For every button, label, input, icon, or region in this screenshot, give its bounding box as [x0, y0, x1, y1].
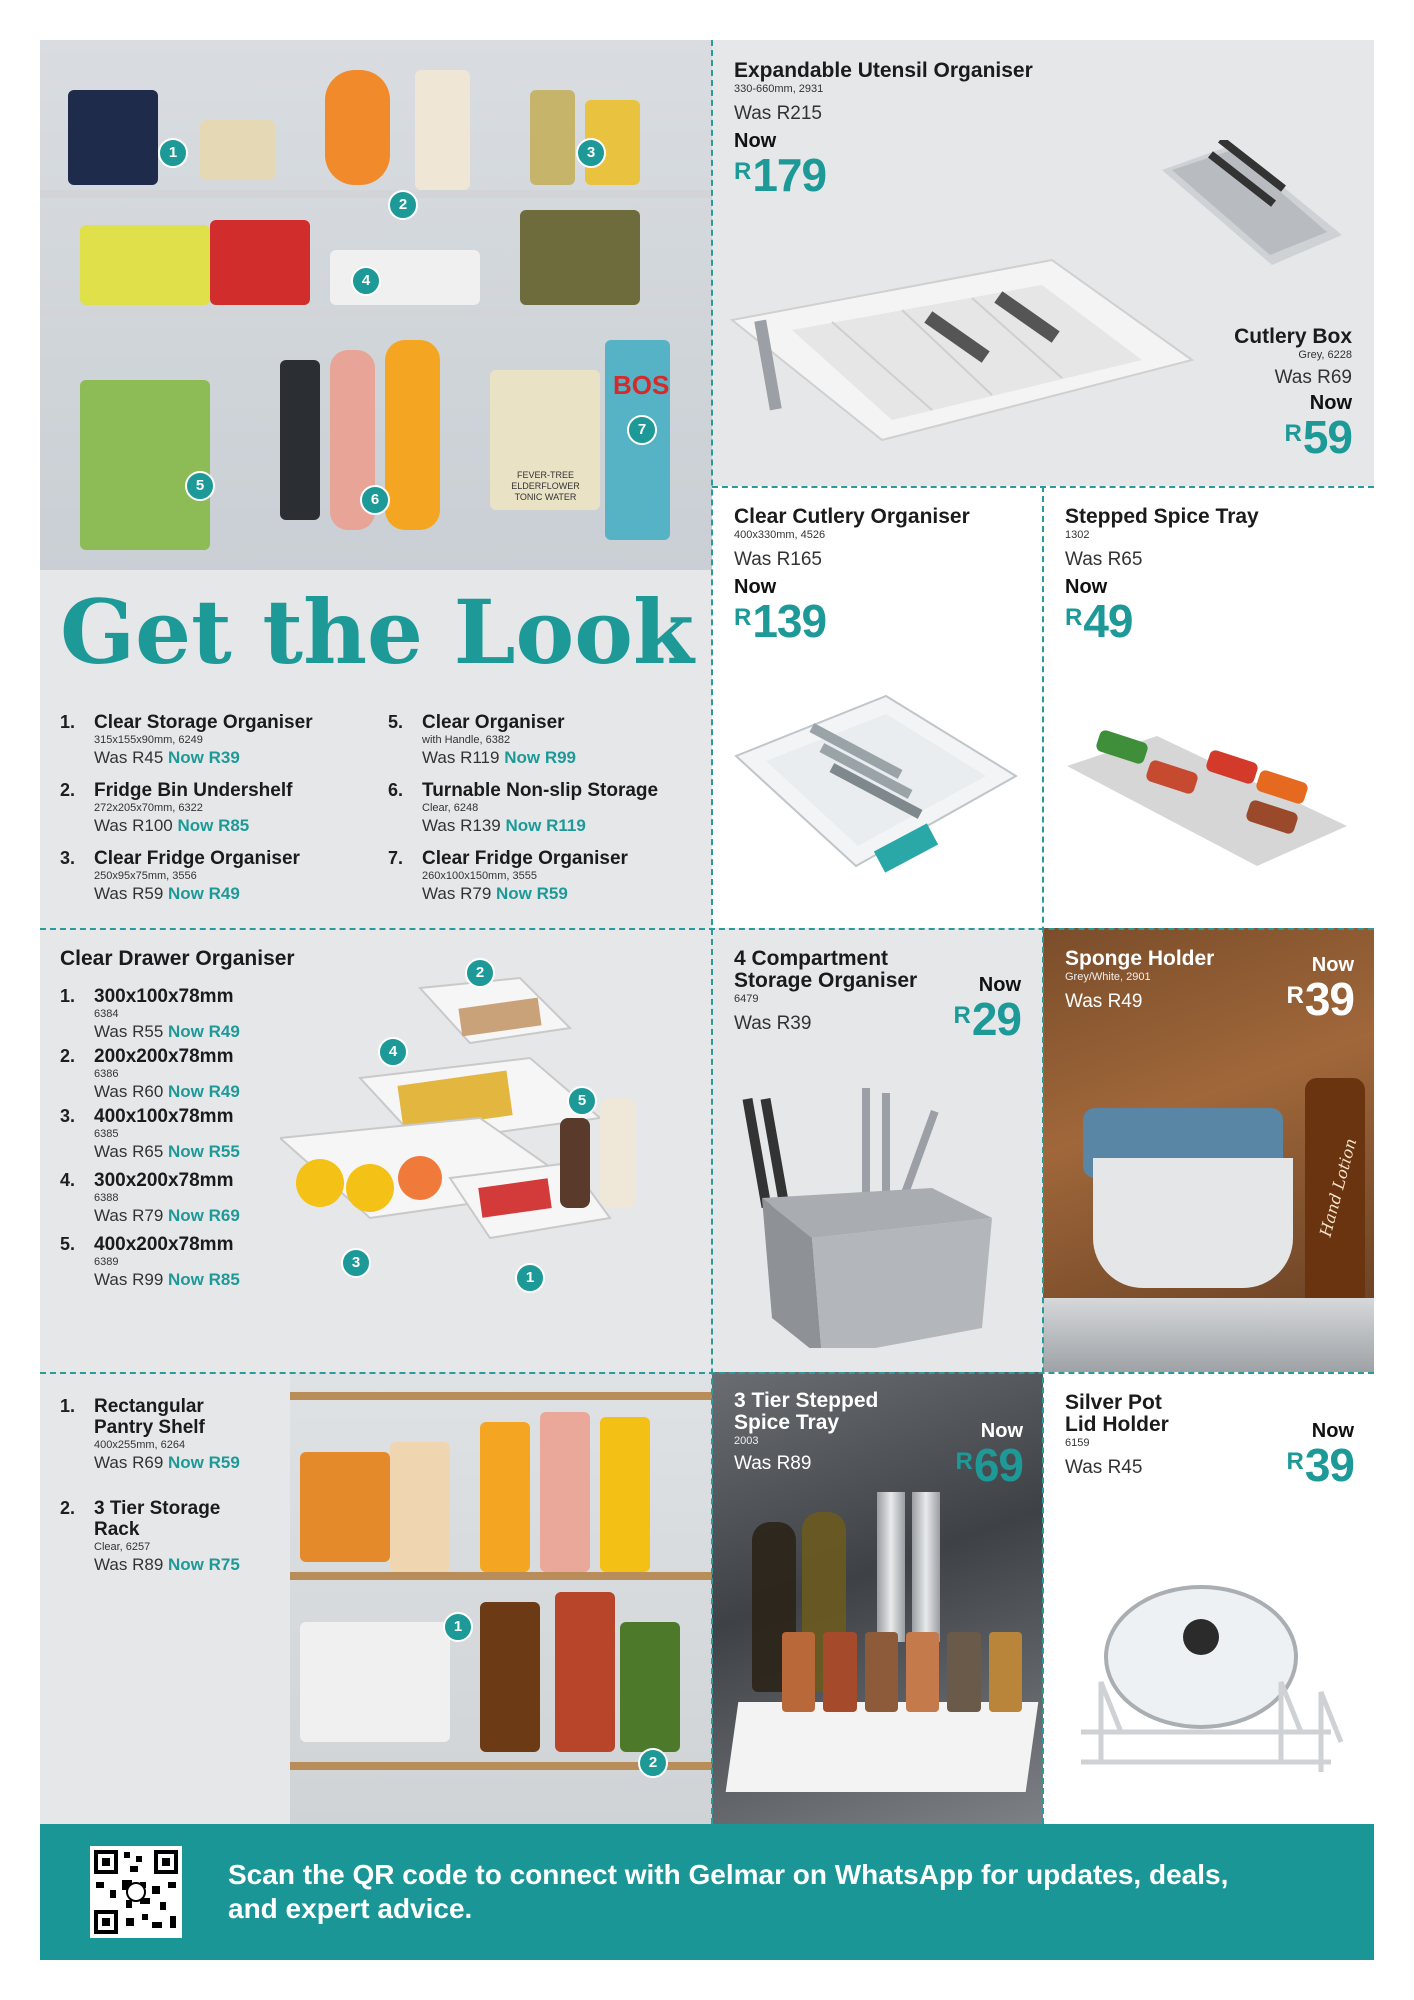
cutlery-box-now-label: Now: [1309, 392, 1352, 414]
divider-vertical-2: [1042, 486, 1044, 1824]
utensil-now-label: Now: [734, 130, 777, 152]
sponge-was: Was R49: [1065, 991, 1143, 1012]
tier-spice-title-2: Spice Tray: [734, 1411, 840, 1434]
cutlery-box-was: Was R69: [1274, 367, 1352, 388]
footer-message: Scan the QR code to connect with Gelmar on WhatsApp for updates, deals, and expert advice.: [228, 1859, 1229, 1924]
lotion-label: Hand Lotion: [1315, 1136, 1361, 1239]
pot-lid-illustration: [1061, 1562, 1361, 1792]
four-compartment-price: R29: [953, 993, 1021, 1045]
spice-tray-now-label: Now: [1065, 576, 1108, 598]
utensil-price: R179: [734, 149, 827, 201]
utensil-was: Was R215: [734, 103, 822, 124]
four-compartment-panel: [712, 928, 1043, 1372]
hero-badge-3: 3: [576, 138, 606, 168]
utensil-tray-illustration: [722, 250, 1202, 450]
spice-tray-illustration: [1057, 696, 1357, 896]
sponge-title: Sponge Holder: [1065, 947, 1215, 970]
cutlery-box-illustration: [1152, 140, 1352, 270]
whatsapp-footer-banner: [40, 1824, 1374, 1960]
four-compartment-spec: 6479: [734, 993, 759, 1005]
tier-spice-was: Was R89: [734, 1453, 812, 1474]
clear-cutlery-title: Clear Cutlery Organiser: [734, 505, 970, 528]
clear-cutlery-spec: 400x330mm, 4526: [734, 529, 826, 541]
four-compartment-illustration: [732, 1088, 1022, 1348]
pantry-badge-2: 2: [638, 1748, 668, 1778]
bos-label: BOS: [613, 370, 670, 400]
four-compartment-title-1: 4 Compartment: [734, 947, 889, 970]
pantry-badge-1: 1: [443, 1612, 473, 1642]
utensil-title: Expandable Utensil Organiser: [734, 59, 1033, 82]
sink-surface: [1043, 1298, 1374, 1372]
utensil-spec: 330-660mm, 2931: [734, 83, 824, 95]
pot-lid-was: Was R45: [1065, 1457, 1143, 1478]
clear-cutlery-illustration: [726, 686, 1026, 906]
drawer-badge-2: 2: [465, 958, 495, 988]
utensil-organiser-panel: [712, 40, 1374, 486]
spice-tray-base: [726, 1702, 1039, 1792]
clear-cutlery-was: Was R165: [734, 549, 822, 570]
sponge-price: R39: [1286, 973, 1354, 1025]
qr-code-icon[interactable]: [90, 1846, 182, 1938]
pantry-panel: 1. Rectangular Pantry Shelf 400x255mm, 6264 Was R69 Now R59 2. 3 Tier Storage Rack Clear, 6257 Was R89 Now R75 1 2: [40, 1372, 712, 1824]
catalogue-page: [40, 40, 1374, 1960]
spice-tray-title: Stepped Spice Tray: [1065, 505, 1259, 528]
cutlery-box-title: Cutlery Box: [1234, 325, 1352, 348]
divider-horizontal-2: [40, 928, 1374, 930]
pot-lid-now-label: Now: [1311, 1420, 1354, 1442]
hero-badge-4: 4: [351, 266, 381, 296]
pot-lid-title-1: Silver Pot: [1065, 1391, 1162, 1414]
cutlery-box-spec: Grey, 6228: [1298, 349, 1352, 361]
drawer-organiser-panel: Clear Drawer Organiser 1. 300x100x78mm 6384 Was R55 Now R49 2. 200x200x78mm 6386 Was R60 Now R49 3. 400x100x78mm 6385 Was R65 Now R55 4. 300x200x78mm 6388 Was R79 Now R69 5. 400x200x78mm 6389 Was R99 Now R85 2 4 5 3 1: [40, 928, 712, 1372]
spice-tray-was: Was R65: [1065, 549, 1143, 570]
pepper-grinder-2: [912, 1492, 940, 1642]
hero-badge-1: 1: [158, 138, 188, 168]
spice-tray-price: R49: [1065, 595, 1133, 647]
tier-spice-spec: 2003: [734, 1435, 759, 1447]
four-compartment-now-label: Now: [978, 974, 1021, 996]
tier-spice-title-1: 3 Tier Stepped: [734, 1389, 879, 1412]
clear-cutlery-price: R139: [734, 595, 827, 647]
sponge-now-label: Now: [1311, 954, 1354, 976]
drawer-badge-1: 1: [515, 1263, 545, 1293]
hero-badge-5: 5: [185, 471, 215, 501]
hero-badge-6: 6: [360, 485, 390, 515]
drawer-badge-4: 4: [378, 1037, 408, 1067]
four-compartment-title-2: Storage Organiser: [734, 969, 918, 992]
pot-lid-price: R39: [1286, 1439, 1354, 1491]
sponge-holder-basket: [1093, 1158, 1293, 1288]
hero-badge-2: 2: [388, 190, 418, 220]
pot-lid-panel: [1043, 1372, 1374, 1824]
drawer-badge-3: 3: [341, 1248, 371, 1278]
fridge-photo: [40, 40, 712, 570]
pot-lid-title-2: Lid Holder: [1065, 1413, 1169, 1436]
drawer-organisers-illustration: [280, 968, 700, 1288]
drawer-badge-5: 5: [567, 1086, 597, 1116]
hero-badge-7: 7: [627, 415, 657, 445]
spice-tray-panel: [1043, 486, 1374, 928]
clear-cutlery-panel: [712, 486, 1043, 928]
pepper-grinder-1: [877, 1492, 905, 1642]
four-compartment-was: Was R39: [734, 1013, 812, 1034]
get-the-look-panel: BOS FEVER-TREE ELDERFLOWER TONIC WATER 1 2 3 4 5 6 7 Get the Look 1. Clear Storage Organiser 315x155x90mm, 6249 Was R45 Now R39 2. Fridge Bin Undershelf 272x205x70mm, 6322 Was R100 Now R85 3. Clear Fridge Organiser 250x95x75mm, 3556 Was R59 Now R49 5. Clear Organiser with Handle, 6382 Was R119 Now R99 6. Turnable Non-slip Storage Clear, 6248 Was R139 Now R119 7. Clear Fridge Organiser 260x100x150mm, 3555 Was R79 Now R59: [40, 40, 712, 928]
divider-horizontal-1: [712, 486, 1374, 488]
clear-cutlery-now-label: Now: [734, 576, 777, 598]
drawer-heading: Clear Drawer Organiser: [60, 947, 295, 970]
tier-spice-now-label: Now: [980, 1420, 1023, 1442]
divider-vertical-1: [711, 40, 713, 1824]
spice-jar-row: [782, 1632, 1022, 1712]
get-the-look-heading: Get the Look: [60, 580, 694, 684]
sponge-holder-panel: [1043, 928, 1374, 1372]
sponge-spec: Grey/White, 2901: [1065, 971, 1151, 983]
tier-spice-panel: [712, 1372, 1043, 1824]
cutlery-box-price: R59: [1284, 411, 1352, 463]
fever-tree-label: FEVER-TREE ELDERFLOWER TONIC WATER: [511, 470, 580, 502]
spice-tray-spec: 1302: [1065, 529, 1090, 541]
pot-lid-spec: 6159: [1065, 1437, 1090, 1449]
divider-horizontal-3: [40, 1372, 1374, 1374]
tier-spice-price: R69: [955, 1439, 1023, 1491]
